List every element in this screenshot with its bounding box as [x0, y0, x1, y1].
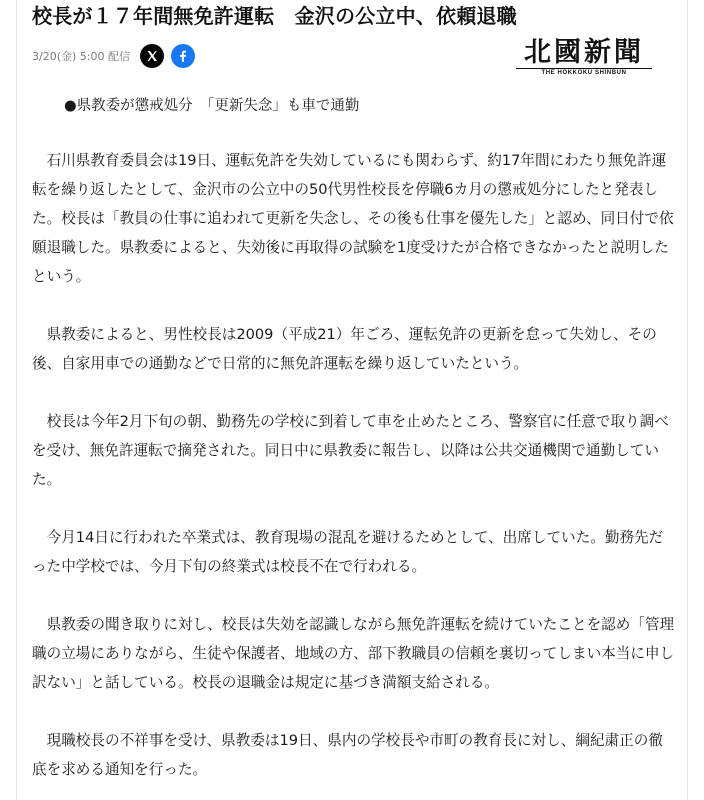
publish-date: 3/20(金) 5:00 配信 — [32, 50, 130, 63]
article-meta — [32, 44, 195, 68]
article-paragraph: 石川県教育委員会は19日、運転免許を失効しているにも関わらず、約17年間にわたり無免許運転を繰り返したとして、金沢市の公立中の50代男性校長を停職6カ月の懲戒処分にしたと発表した。校長は「教員の仕事に追われて更新を失念し、その後も仕事を優先した」と認め、同日付で依願退職した。県教委によると、失効後に再取得の試験を1度受けたが合格できなかったと説明したという。 — [32, 152, 674, 285]
share-facebook-button[interactable] — [171, 44, 195, 68]
publisher-logo-name: 北國新聞 — [524, 37, 644, 68]
article-paragraph: 校長は今年2月下旬の朝、勤務先の学校に到着して車を止めたところ、警察官に任意で取り調べを受け、無免許運転で摘発された。同日中に県教委に報告し、以降は公共交通機関で通勤していた。 — [32, 413, 669, 488]
article-paragraph: 県教委の聞き取りに対し、校長は失効を認識しながら無免許運転を続けていたことを認め「管理職の立場にありながら、生徒や保護者、地域の方、部下教職員の信頼を裏切ってしまい本当に申し訳ない」と話している。校長の退職金は規定に基づき満額支給される。 — [32, 616, 675, 691]
facebook-logo-icon — [176, 49, 190, 63]
article-headline: 校長が１７年間無免許運転 金沢の公立中、依頼退職 — [32, 4, 517, 28]
article-paragraph: 今月14日に行われた卒業式は、教育現場の混乱を避けるためとして、出席していた。勤務先だった中学校では、今月下旬の終業式は校長不在で行われる。 — [32, 529, 664, 575]
publisher-logo-subtitle: THE HOKKOKU SHINBUN — [516, 68, 652, 77]
article-subheading: ●県教委が懲戒処分 「更新失念」も車で通勤 — [64, 98, 360, 114]
article-body — [32, 146, 676, 800]
publisher-logo[interactable] — [510, 38, 658, 76]
x-logo-icon — [146, 50, 158, 62]
share-x-button[interactable] — [140, 44, 164, 68]
article — [32, 0, 676, 800]
article-paragraph: 県教委によると、男性校長は2009（平成21）年ごろ、運転免許の更新を怠って失効し、その後、自家用車での通勤などで日常的に無免許運転を繰り返していたという。 — [32, 326, 657, 372]
article-paragraph: 現職校長の不祥事を受け、県教委は19日、県内の学校長や市町の教育長に対し、綱紀粛正の徹底を求める通知を行った。 — [32, 732, 663, 778]
